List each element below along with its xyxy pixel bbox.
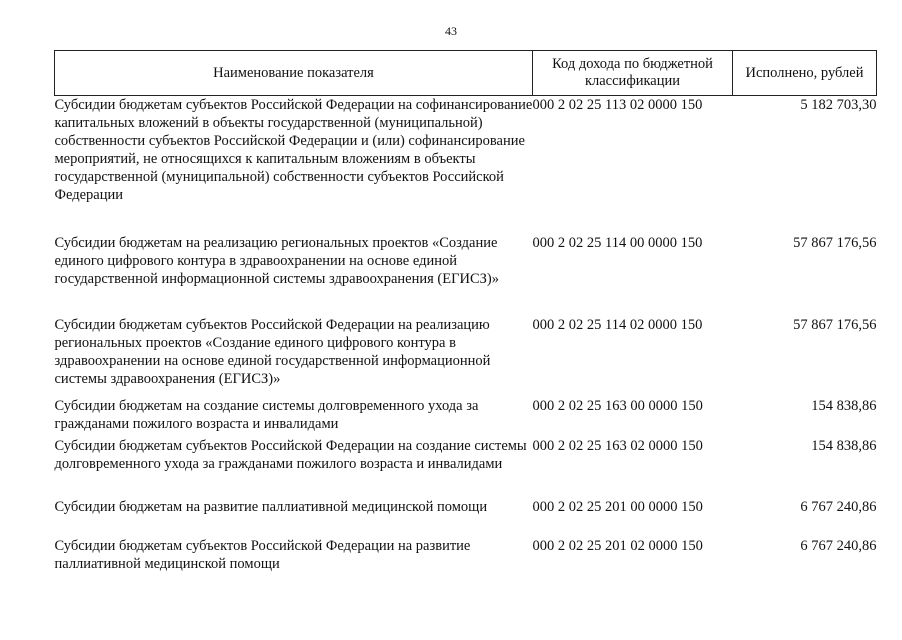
column-header-amount: Исполнено, рублей [733, 51, 877, 96]
row-name: Субсидии бюджетам субъектов Российской Федерации на развитие паллиативной медицинской помощи [54, 537, 471, 572]
table-row [55, 397, 877, 437]
table-row [55, 537, 877, 577]
table-row [55, 316, 877, 397]
table-row [55, 498, 877, 537]
row-code: 000 2 02 25 114 02 0000 150 [532, 316, 703, 333]
row-code: 000 2 02 25 201 00 0000 150 [532, 498, 703, 515]
page-number: 43 [445, 24, 457, 38]
table-row [55, 96, 877, 234]
row-amount: 154 838,86 [811, 397, 877, 414]
row-code: 000 2 02 25 114 00 0000 150 [532, 234, 703, 251]
row-code: 000 2 02 25 163 00 0000 150 [532, 397, 703, 414]
budget-income-table [54, 50, 877, 577]
row-amount: 57 867 176,56 [793, 316, 877, 333]
table-row [55, 234, 877, 316]
table-header-row [55, 51, 877, 96]
row-code: 000 2 02 25 113 02 0000 150 [532, 97, 703, 113]
column-header-code: Код дохода по бюджетной классификации [533, 51, 733, 96]
row-amount: 5 182 703,30 [800, 97, 877, 113]
row-code: 000 2 02 25 201 02 0000 150 [532, 537, 703, 554]
row-name: Субсидии бюджетам на реализацию региональных проектов «Создание единого цифрового контура в здравоохранении на основе единой государственной информационной системы здравоохранения (ЕГИСЗ)» [54, 234, 499, 287]
row-amount: 57 867 176,56 [793, 234, 877, 251]
row-amount: 154 838,86 [811, 437, 877, 454]
row-name: Субсидии бюджетам субъектов Российской Федерации на реализацию региональных проектов «Создание единого цифрового контура в здравоохранении на основе единой государственной информационной системы здравоохранения (ЕГИСЗ)» [54, 316, 491, 387]
table-row [55, 437, 877, 498]
row-name: Субсидии бюджетам на развитие паллиативной медицинской помощи [54, 498, 488, 515]
row-name: Субсидии бюджетам субъектов Российской Федерации на софинансирование капитальных вложений в объекты государственной (муниципальной) собственности субъектов Российской Федерации и (или) софинансирование мероприятий, не относящихся к капитальным вложениям в объекты государственной (муниципальной) собственности субъектов Российской Федерации [54, 97, 533, 203]
row-name: Субсидии бюджетам субъектов Российской Федерации на создание системы долговременного ухода за гражданами пожилого возраста и инвалидами [54, 437, 527, 472]
row-code: 000 2 02 25 163 02 0000 150 [532, 437, 703, 454]
row-name: Субсидии бюджетам на создание системы долговременного ухода за гражданами пожилого возраста и инвалидами [54, 397, 479, 432]
row-amount: 6 767 240,86 [800, 498, 877, 515]
row-amount: 6 767 240,86 [800, 537, 877, 554]
column-header-name: Наименование показателя [55, 51, 533, 96]
